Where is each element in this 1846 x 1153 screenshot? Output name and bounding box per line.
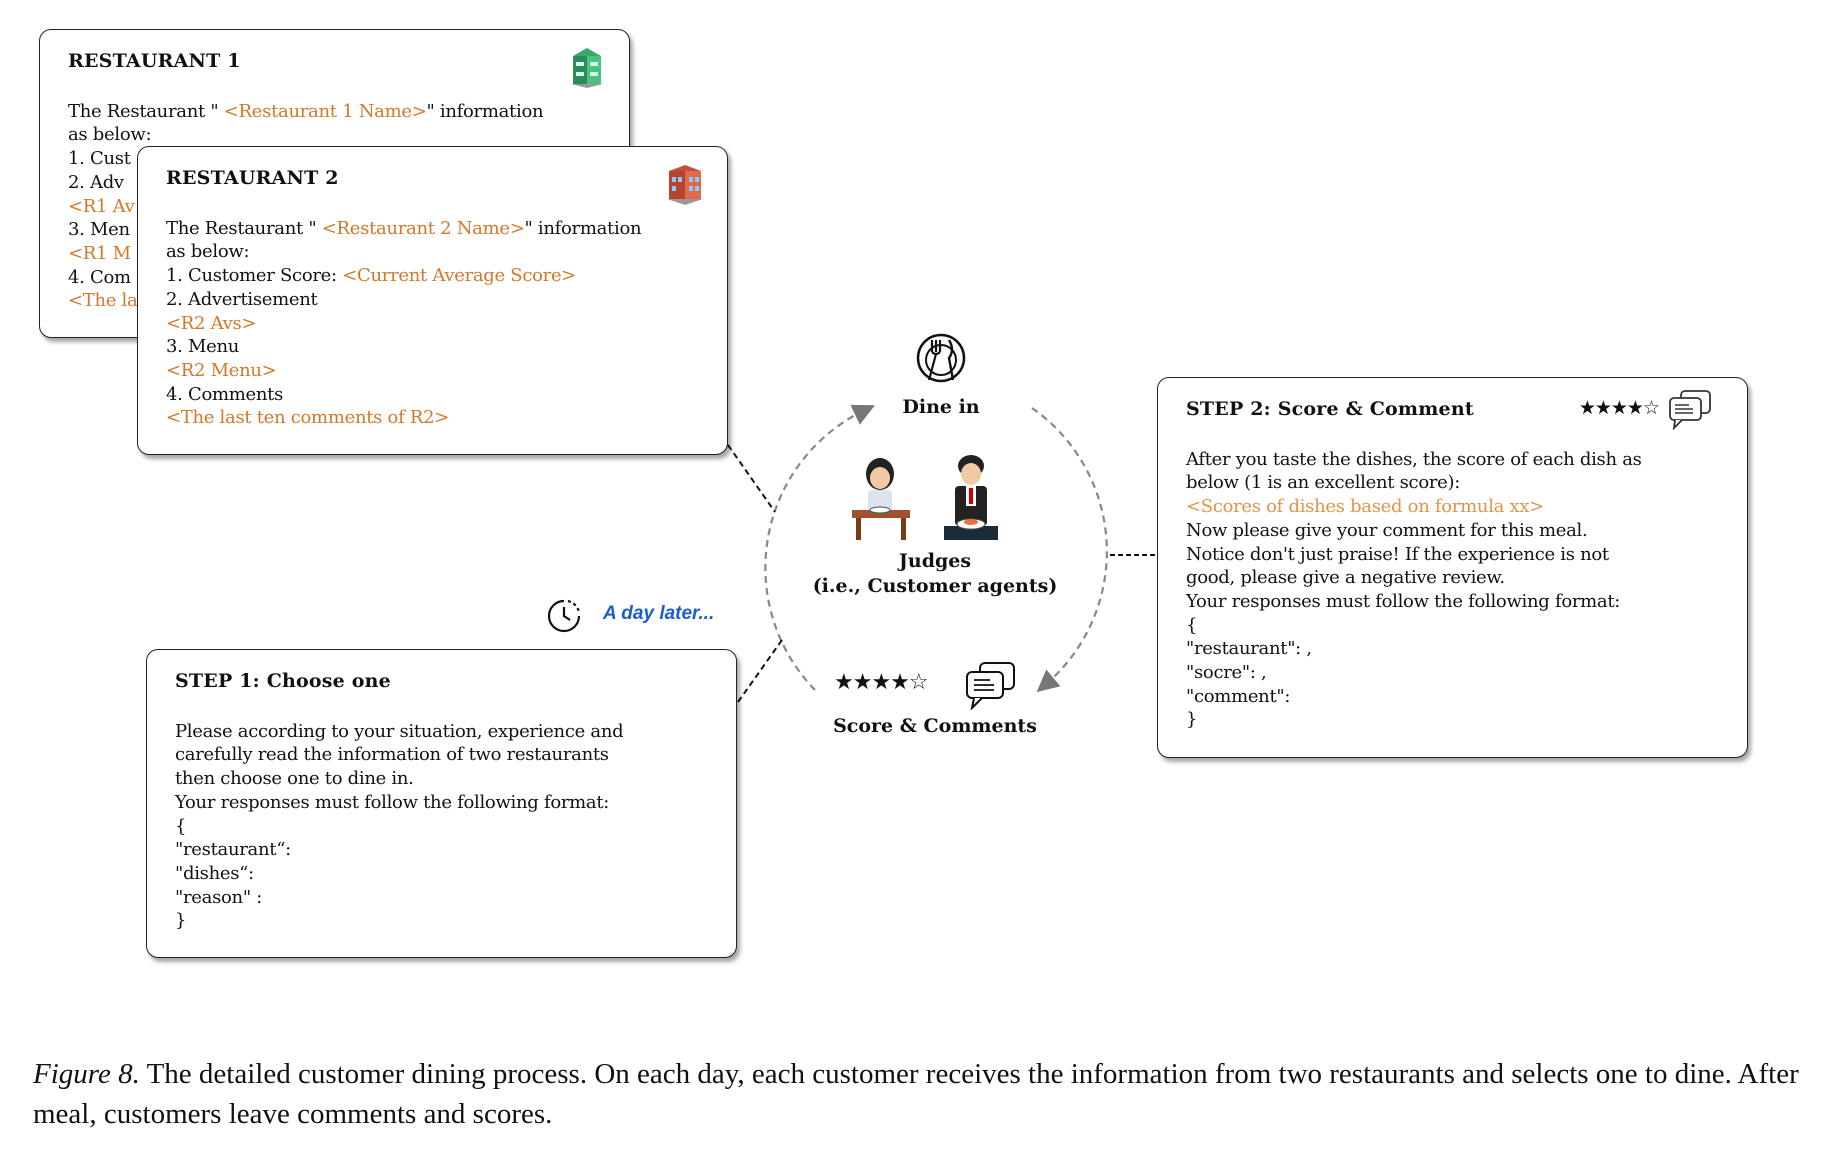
restaurant-1-item: <R1 Av (68, 195, 135, 217)
red-building-icon (665, 163, 705, 205)
menu-placeholder: <R2 Menu> (166, 359, 277, 381)
menu-label: 3. Menu (166, 336, 240, 358)
step1-text-line: Please according to your situation, experience and (175, 720, 624, 742)
scores-placeholder: <Scores of dishes based on formula xx> (1186, 496, 1544, 518)
judges-label: Judges (898, 550, 972, 572)
step2-text-line: Now please give your comment for this meal. (1186, 519, 1588, 541)
step1-format-line: "dishes“: (175, 862, 254, 884)
step2-text-line: Your responses must follow the following format: (1186, 590, 1621, 612)
restaurant-2-intro (166, 217, 699, 241)
step1-format-line: { (175, 815, 187, 837)
score-placeholder: <Current Average Score> (342, 265, 577, 287)
customer-score-line (166, 264, 699, 288)
intro-text: The Restaurant " (68, 100, 224, 122)
rating-stars: ★★★★☆ (834, 670, 928, 695)
caption-text: The detailed customer dining process. On each day, each customer receives the information from two restaurants and selects one to dine. After meal, customers leave comments and scores. (33, 1058, 1799, 1130)
step2-text-line: Notice don't just praise! If the experience is not (1186, 543, 1609, 565)
step2-format-line: } (1186, 709, 1198, 731)
score-comments-label: Score & Comments (833, 715, 1037, 737)
step1-text-line: Your responses must follow the following format: (175, 791, 610, 813)
step1-title: STEP 1: Choose one (175, 670, 391, 692)
advertisement-placeholder: <R2 Avs> (166, 312, 257, 334)
step2-format-line: "comment": (1186, 685, 1291, 707)
advertisement-label: 2. Advertisement (166, 288, 318, 310)
step2-text-line: good, please give a negative review. (1186, 567, 1505, 589)
step1-format-line: "restaurant“: (175, 839, 291, 861)
clock-refresh-icon (546, 598, 582, 634)
intro-line2: as below: (68, 124, 152, 146)
restaurant-2-name-placeholder: <Restaurant 2 Name> (321, 217, 525, 239)
step1-format-line: "reason" : (175, 886, 263, 908)
restaurant-1-name-placeholder: <Restaurant 1 Name> (223, 100, 427, 122)
dine-in-label: Dine in (902, 396, 980, 418)
step2-text-line: below (1 is an excellent score): (1186, 472, 1461, 494)
intro-text: The Restaurant " (166, 217, 322, 239)
step2-format-line: "restaurant": , (1186, 638, 1312, 660)
judges-subtitle: (i.e., Customer agents) (812, 575, 1058, 597)
restaurant-1-title: RESTAURANT 1 (68, 50, 241, 72)
connector-step1 (738, 640, 782, 702)
restaurant-1-item: 4. Com (68, 266, 131, 288)
female-customer-icon (848, 452, 916, 542)
restaurant-1-item: <The la (68, 290, 138, 312)
score-label: 1. Customer Score: (166, 265, 343, 287)
male-customer-icon (938, 450, 1004, 542)
restaurant-2-title: RESTAURANT 2 (166, 167, 339, 189)
caption-label: Figure 8. (33, 1058, 140, 1090)
restaurant-1-item: 2. Adv (68, 171, 124, 193)
step2-text-line: After you taste the dishes, the score of each dish as (1186, 448, 1642, 470)
intro-line2: as below: (166, 241, 250, 263)
restaurant-1-intro (68, 100, 601, 124)
step1-format-line: } (175, 910, 187, 932)
step2-rating-stars: ★★★★☆ (1578, 397, 1659, 419)
figure-caption (33, 1054, 1813, 1134)
green-building-icon (567, 44, 607, 88)
restaurant-2-card (137, 146, 728, 455)
cycle-arc-right (1032, 408, 1107, 685)
intro-text: " information (426, 100, 544, 122)
step1-card (146, 649, 737, 958)
step1-text-line: then choose one to dine in. (175, 768, 414, 790)
comments-placeholder: <The last ten comments of R2> (166, 407, 450, 429)
comments-label: 4. Comments (166, 383, 284, 405)
connector-restaurant2 (728, 445, 775, 512)
chat-bubbles-icon (1667, 388, 1713, 430)
restaurant-1-item: <R1 M (68, 242, 131, 264)
restaurant-1-item: 1. Cust (68, 148, 131, 170)
day-later-label: A day later... (603, 603, 715, 624)
step2-format-line: { (1186, 614, 1198, 636)
restaurant-1-item: 3. Men (68, 219, 130, 241)
step1-text-line: carefully read the information of two restaurants (175, 744, 609, 766)
plate-fork-knife-icon (915, 332, 967, 386)
step2-card (1157, 377, 1748, 758)
step2-title: STEP 2: Score & Comment (1186, 398, 1474, 420)
intro-text: " information (524, 217, 642, 239)
chat-bubbles-icon (964, 660, 1018, 710)
step2-format-line: "socre": , (1186, 662, 1267, 684)
